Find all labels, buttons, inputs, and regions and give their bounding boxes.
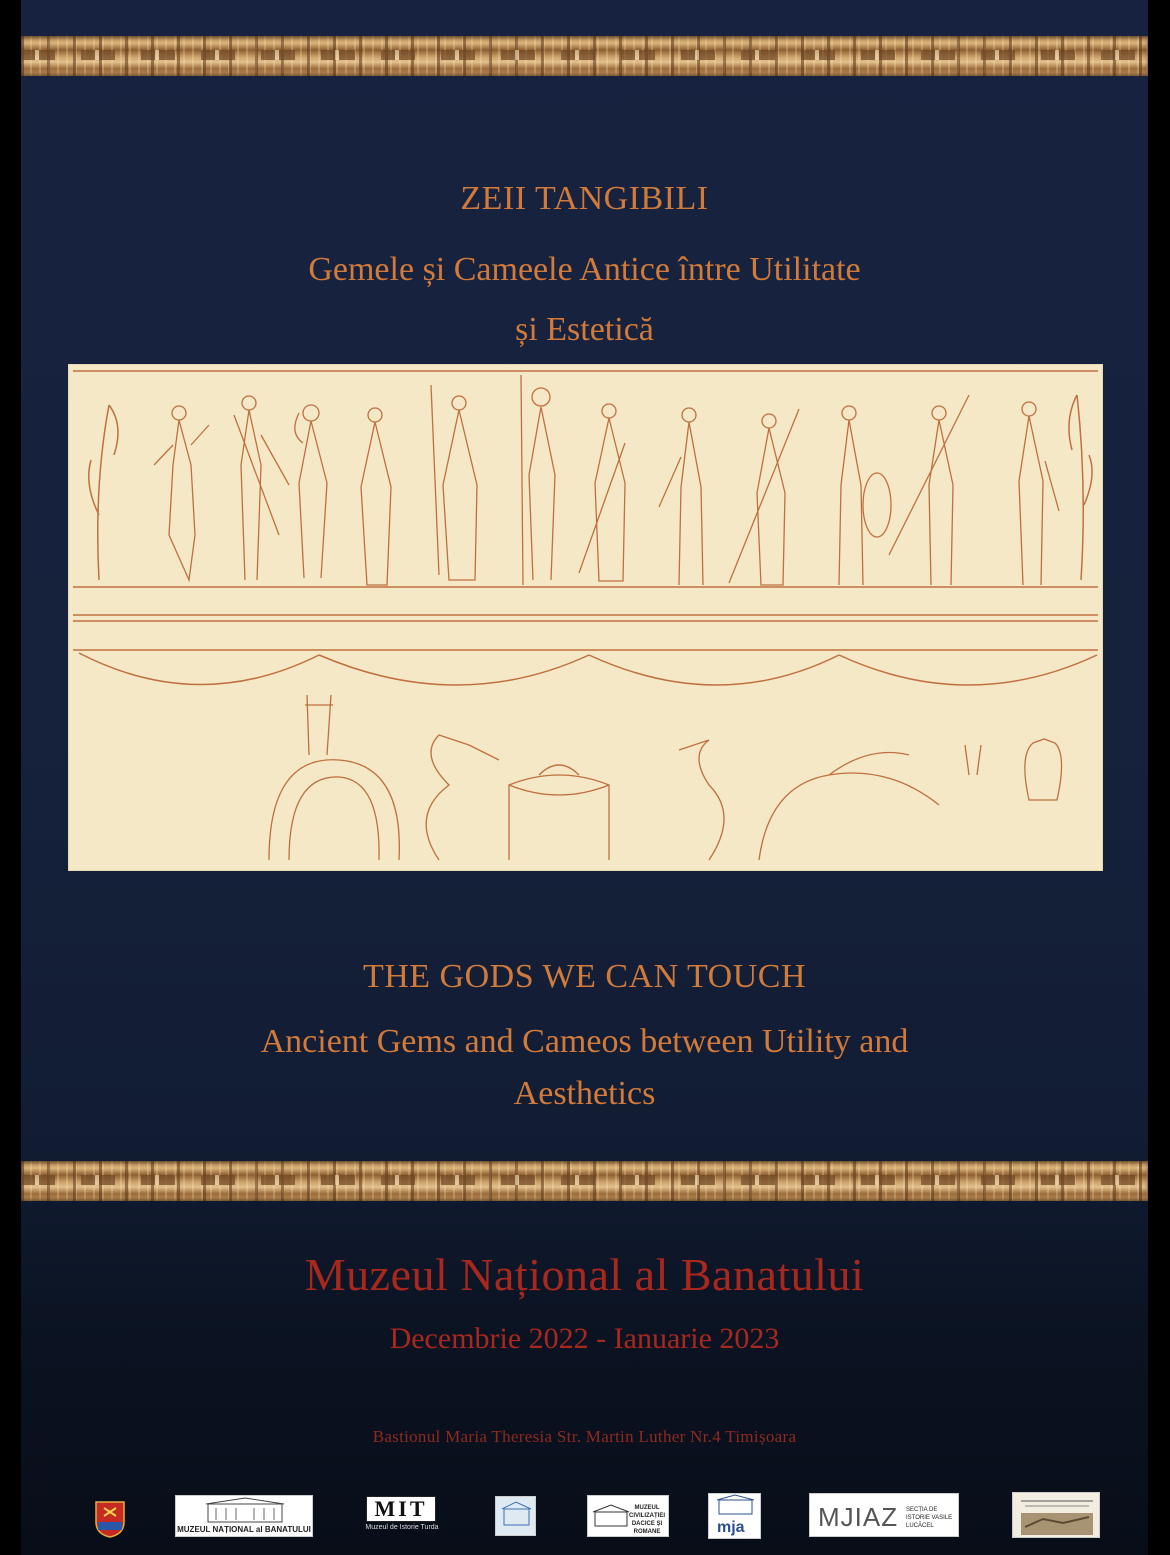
museum-name: Muzeul Național al Banatului	[304, 1249, 865, 1300]
svg-text:mja: mja	[717, 1519, 745, 1536]
porolissum-logo	[1012, 1492, 1100, 1538]
exhibition-dates: Decembrie 2022 - Ianuarie 2023	[389, 1322, 780, 1355]
mja-logo	[708, 1493, 761, 1539]
romanian-subtitle-line2: și Estetică	[515, 311, 654, 348]
county-crest-logo	[94, 1500, 126, 1538]
english-subtitle	[21, 1016, 1148, 1120]
mjiaz-logo	[809, 1493, 959, 1537]
lower-scene	[269, 695, 1062, 860]
deity-figures	[154, 375, 1059, 585]
venue-address: Bastionul Maria Theresia Str. Martin Luther Nr.4 Timișoara	[372, 1427, 797, 1446]
mit-logo-mark: MIT	[366, 1496, 436, 1522]
romanian-subtitle-line1: Gemele și Cameele Antice între Utilitate	[308, 251, 861, 288]
small-museum-logo	[495, 1496, 536, 1536]
english-subtitle-line1: Ancient Gems and Cameos between Utility and	[260, 1023, 909, 1060]
frieze-drawing	[69, 365, 1102, 870]
frieze-illustration	[68, 364, 1103, 871]
mjiaz-logo-mark: MJIAZ	[818, 1502, 899, 1532]
mnb-logo	[175, 1495, 313, 1537]
romanian-subtitle	[21, 240, 1148, 360]
romanian-title: ZEII TANGIBILI	[460, 180, 709, 217]
mjiaz-logo-caption: SECȚIA DE ISTORIE VASILE LUCĂCEL	[906, 1507, 953, 1529]
mit-logo	[362, 1496, 442, 1538]
top-decorative-band	[21, 36, 1148, 76]
civilizatii-logo-text: MUZEUL CIVILIZAȚIEI DACICE ȘI ROMANE	[629, 1505, 665, 1535]
english-subtitle-line2: Aesthetics	[513, 1075, 656, 1112]
english-title: THE GODS WE CAN TOUCH	[362, 958, 807, 995]
partner-logos	[0, 1488, 1170, 1548]
civilizatii-logo	[587, 1495, 669, 1537]
mit-logo-caption: Muzeul de Istorie Turda	[365, 1524, 439, 1531]
mnb-logo-text: MUZEUL NAȚIONAL al BANATULUI	[177, 1525, 311, 1534]
bottom-decorative-band	[21, 1161, 1148, 1201]
